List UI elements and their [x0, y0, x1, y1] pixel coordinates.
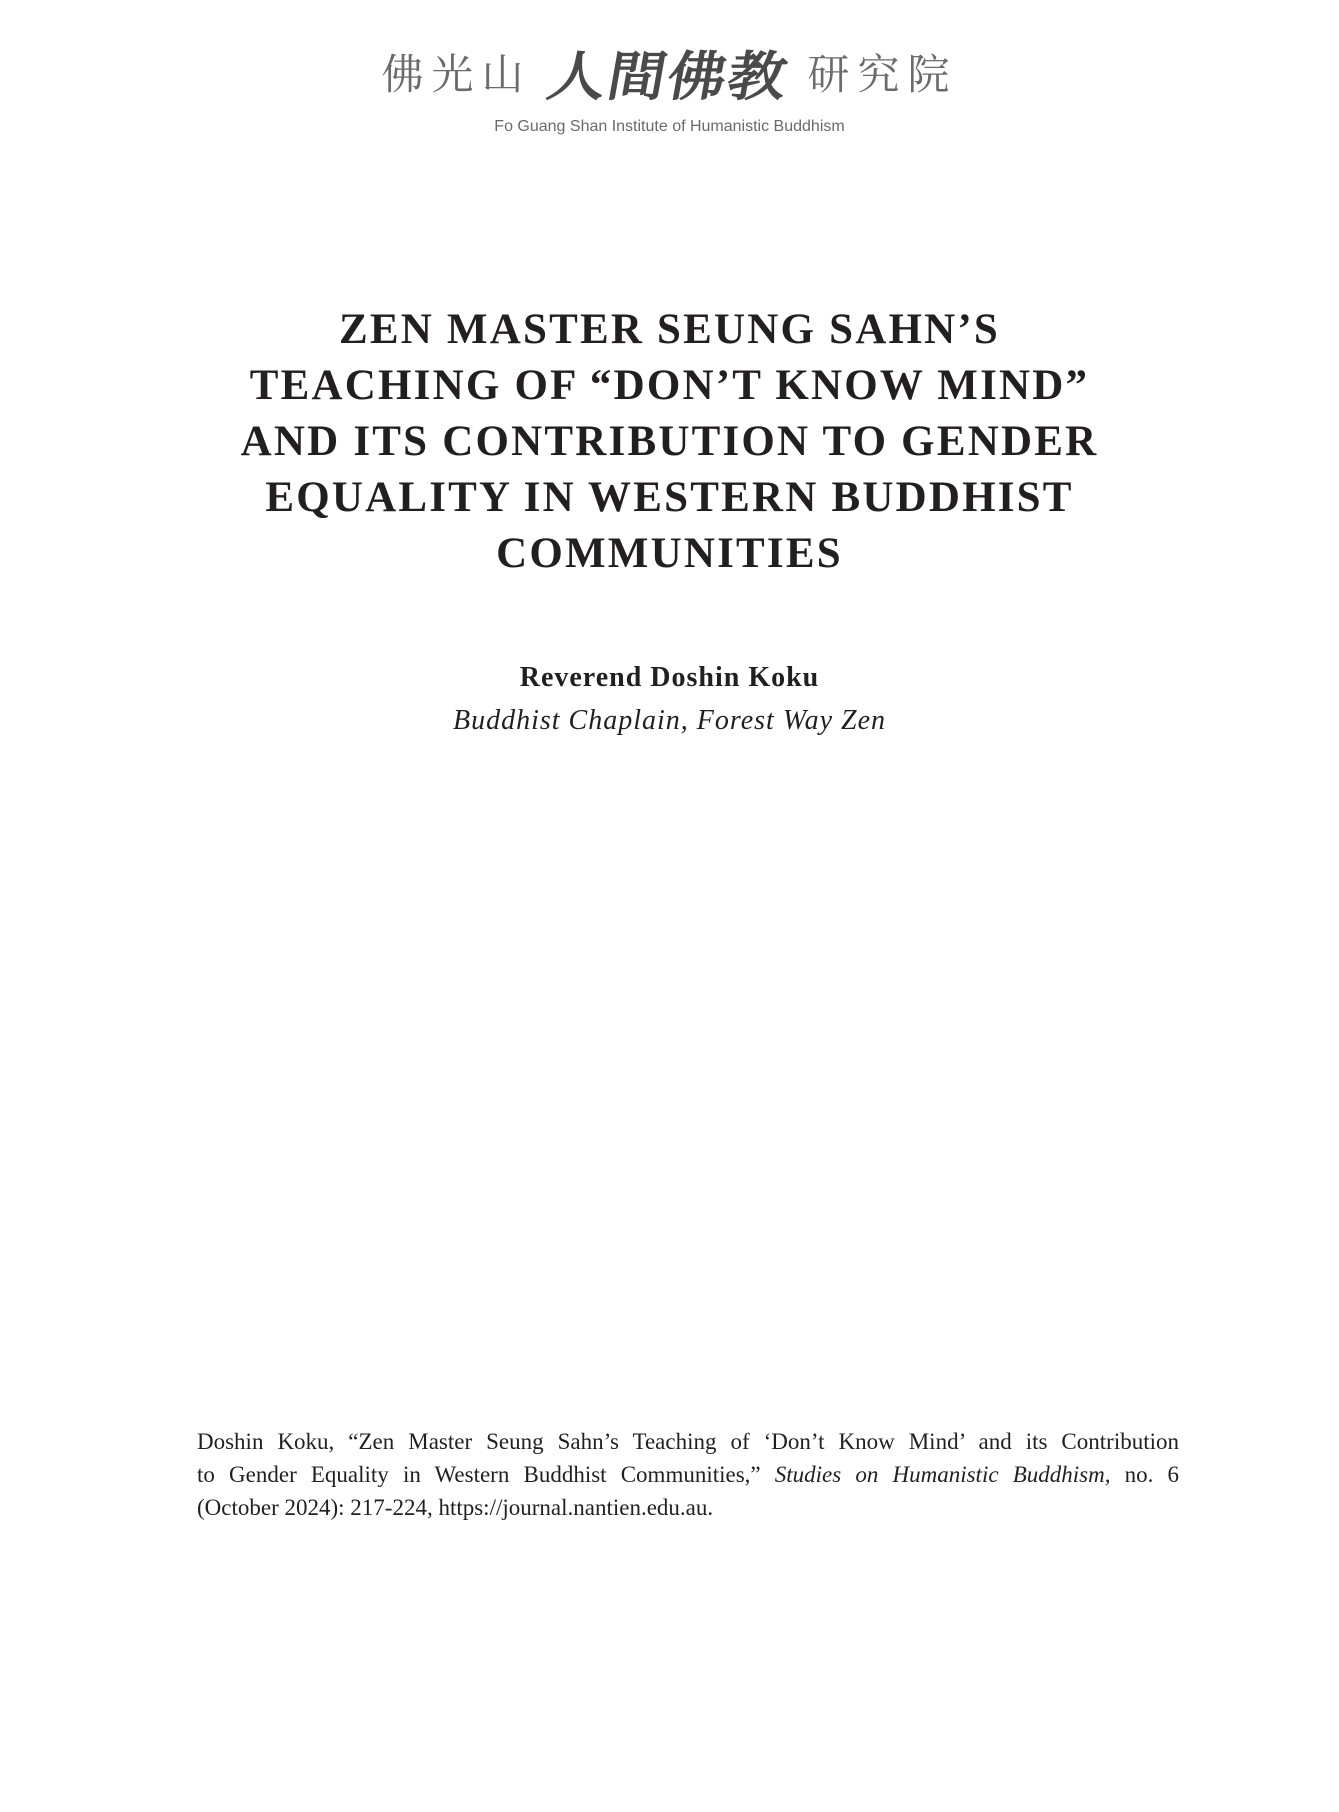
- logo-humanistic-buddhism-calligraphy: 人間佛教: [543, 45, 795, 108]
- author-affiliation: Buddhist Chaplain, Forest Way Zen: [452, 705, 887, 736]
- citation-block: [197, 1425, 1179, 1524]
- logo-institute-text: 研究院: [807, 50, 958, 99]
- title-line: EQUALITY IN WESTERN BUDDHIST: [265, 474, 1074, 521]
- title-line: TEACHING OF “DON’T KNOW MIND”: [249, 362, 1090, 409]
- logo-fo-guang-shan-text: 佛光山: [381, 50, 532, 99]
- article-title: [120, 302, 1219, 582]
- title-line: AND ITS CONTRIBUTION TO GENDER: [240, 418, 1099, 465]
- citation-line-1: Doshin Koku, “Zen Master Seung Sahn’s Teaching of ‘Don’t Know Mind’ and its Contribution: [197, 1429, 1179, 1454]
- title-line: COMMUNITIES: [496, 530, 843, 577]
- citation-line-3: (October 2024): 217-224, https://journal.nantien.edu.au.: [197, 1495, 714, 1520]
- citation-text: to Gender Equality in Western Buddhist Communities,”: [197, 1462, 775, 1487]
- journal-title: Studies on Humanistic Buddhism,: [774, 1462, 1111, 1487]
- logo-subtitle: Fo Guang Shan Institute of Humanistic Buddhism: [494, 118, 845, 135]
- page-header: [0, 38, 1339, 136]
- author-name: Reverend Doshin Koku: [519, 662, 820, 693]
- citation-line-2: [197, 1458, 1179, 1491]
- institute-logo: [0, 38, 1339, 106]
- title-line: ZEN MASTER SEUNG SAHN’S: [338, 306, 1001, 353]
- citation-issue: no. 6: [1110, 1462, 1179, 1487]
